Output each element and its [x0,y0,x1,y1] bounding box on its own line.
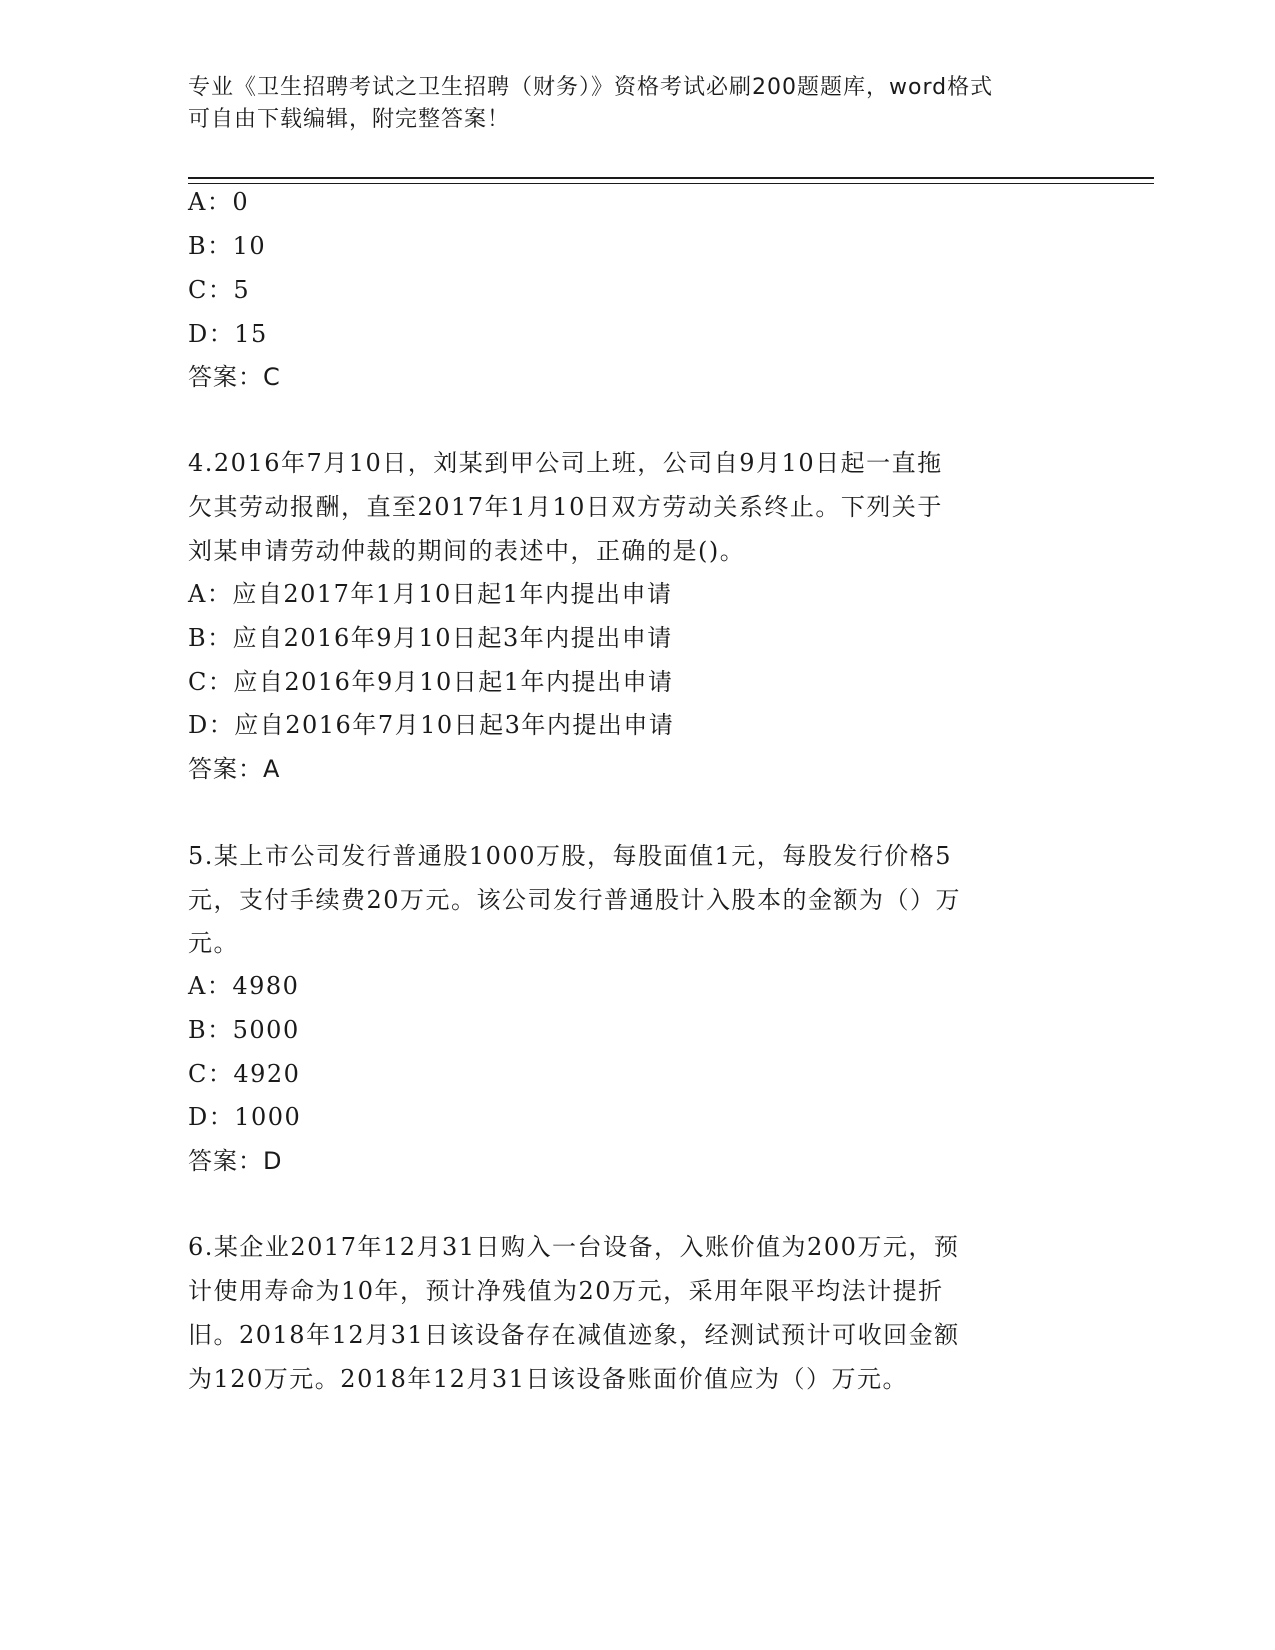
q4-stem-line-2: 欠其劳动报酬，直至2017年1月10日双方劳动关系终止。下列关于 [188,493,943,521]
q4-option-c: C：应自2016年9月10日起1年内提出申请 [188,668,674,696]
q6-stem-line-1: 6.某企业2017年12月31日购入一台设备，入账价值为200万元，预 [188,1233,960,1261]
q4-stem-line-3: 刘某申请劳动仲裁的期间的表述中，正确的是()。 [188,537,746,565]
header-line-2: 可自由下载编辑，附完整答案！ [188,107,511,132]
q6-stem-line-3: 旧。2018年12月31日该设备存在减值迹象，经测试预计可收回金额 [188,1321,960,1349]
q5-option-b: B：5000 [188,1016,300,1044]
q5-option-d: D：1000 [188,1103,302,1131]
q4-option-b: B：应自2016年9月10日起3年内提出申请 [188,624,673,652]
q3-option-b: B：10 [188,232,267,260]
header-rule-thin [188,183,1154,184]
q4-option-d: D：应自2016年7月10日起3年内提出申请 [188,711,675,739]
q4-stem-line-1: 4.2016年7月10日，刘某到甲公司上班，公司自9月10日起一直拖 [188,449,943,477]
q3-option-d: D：15 [188,320,268,348]
q3-answer: 答案：C [188,363,281,391]
q5-option-c: C：4920 [188,1060,301,1088]
document-header [188,72,1068,136]
q5-option-a: A：4980 [188,972,300,1000]
header-line-1: 专业《卫生招聘考试之卫生招聘（财务）》资格考试必刷200题题库，word格式 [188,75,994,100]
q5-stem-line-2: 元，支付手续费20万元。该公司发行普通股计入股本的金额为（）万 [188,886,962,914]
header-rule-thick [188,177,1154,179]
q4-answer: 答案：A [188,755,281,783]
q5-answer: 答案：D [188,1147,283,1175]
q3-option-a: A：0 [188,188,250,216]
q4-option-a: A：应自2017年1月10日起1年内提出申请 [188,580,673,608]
q3-option-c: C：5 [188,276,251,304]
q6-stem-line-4: 为120万元。2018年12月31日该设备账面价值应为（）万元。 [188,1365,908,1393]
q6-stem-line-2: 计使用寿命为10年，预计净残值为20万元，采用年限平均法计提折 [188,1277,944,1305]
q5-stem-line-1: 5.某上市公司发行普通股1000万股，每股面值1元，每股发行价格5 [188,842,953,870]
q5-stem-line-3: 元。 [188,929,239,957]
